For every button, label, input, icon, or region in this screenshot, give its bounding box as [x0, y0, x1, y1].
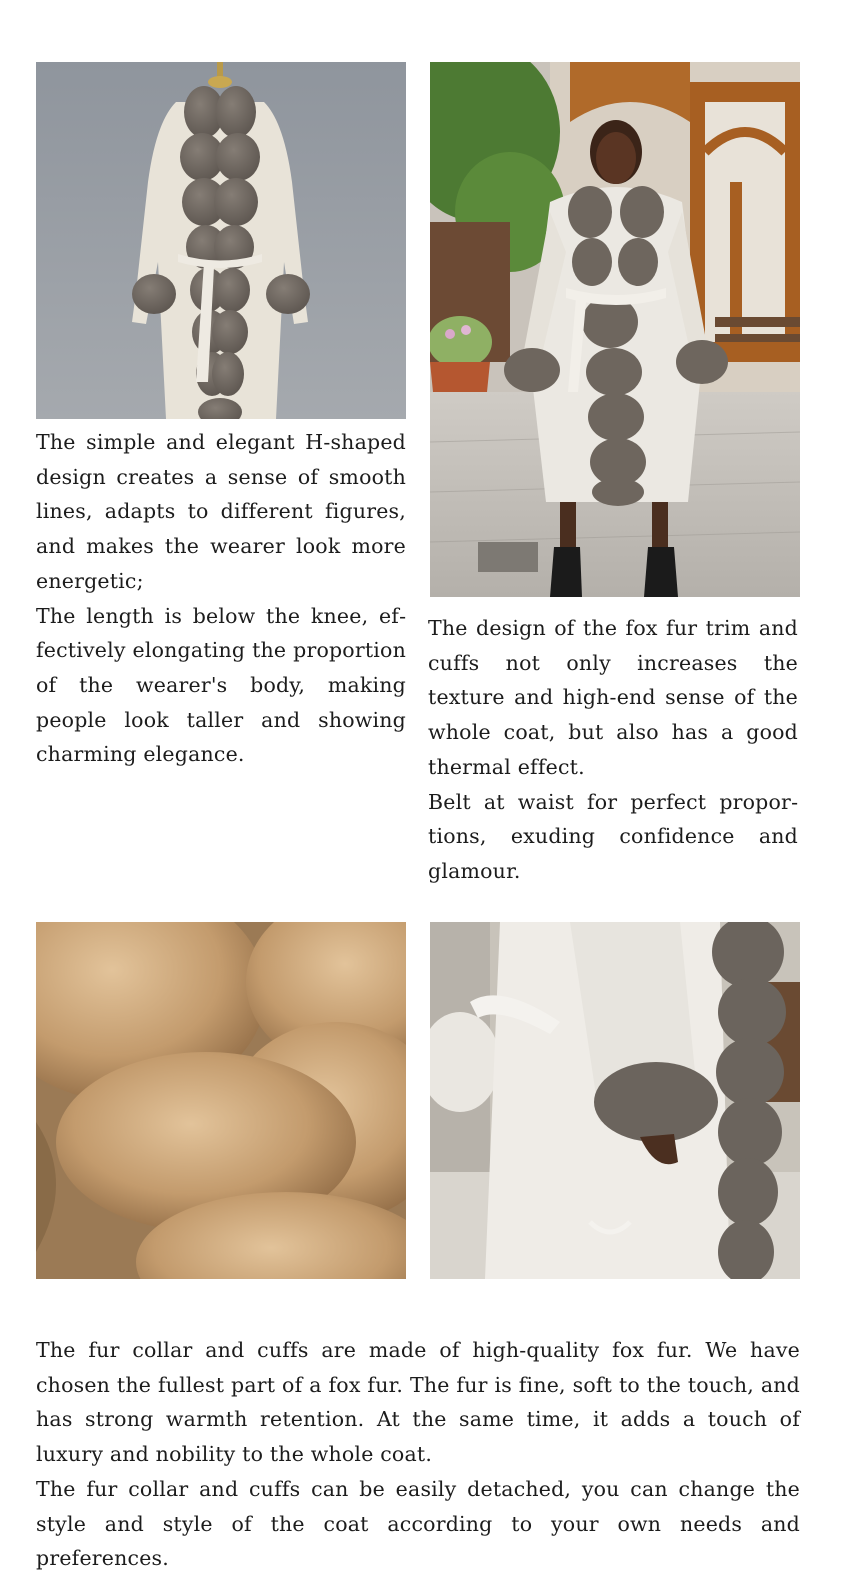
paragraph-belt: Belt at waist for perfect proportions, exuding confidence and glamour.	[428, 789, 798, 883]
paragraph-fox-fur-quality: The fur collar and cuffs are made of high-quality fox fur. We have chosen the fullest part of a fox fur. The fur is fine, soft to the touch, and has strong warmth retention. At the same time, it adds a touch of luxury and nobility to the whole coat.	[36, 1338, 800, 1467]
fur-closeup-image	[36, 922, 406, 1279]
paragraph-length: The length is below the knee, effectively elongating the proportion of the wearer's body, making people look taller and showing charming elegance.	[36, 603, 406, 767]
paragraph-fur-trim: The design of the fox fur trim and cuffs not only increases the texture and high-end sense of the whole coat, but also has a good thermal effect.	[428, 616, 798, 779]
left-description	[36, 425, 406, 772]
model-outdoor-image	[430, 62, 800, 597]
paragraph-detachable: The fur collar and cuffs can be easily detached, you can change the style and style of the coat according to your own needs and preferences.	[36, 1476, 800, 1571]
coat-mannequin-image	[36, 62, 406, 419]
bottom-description	[36, 1333, 800, 1576]
right-description	[428, 611, 798, 889]
paragraph-h-shaped: The simple and elegant H-shaped design creates a sense of smooth lines, adapts to different figures, and makes the wearer look more energetic;	[36, 430, 406, 593]
cuff-detail-image	[430, 922, 800, 1279]
